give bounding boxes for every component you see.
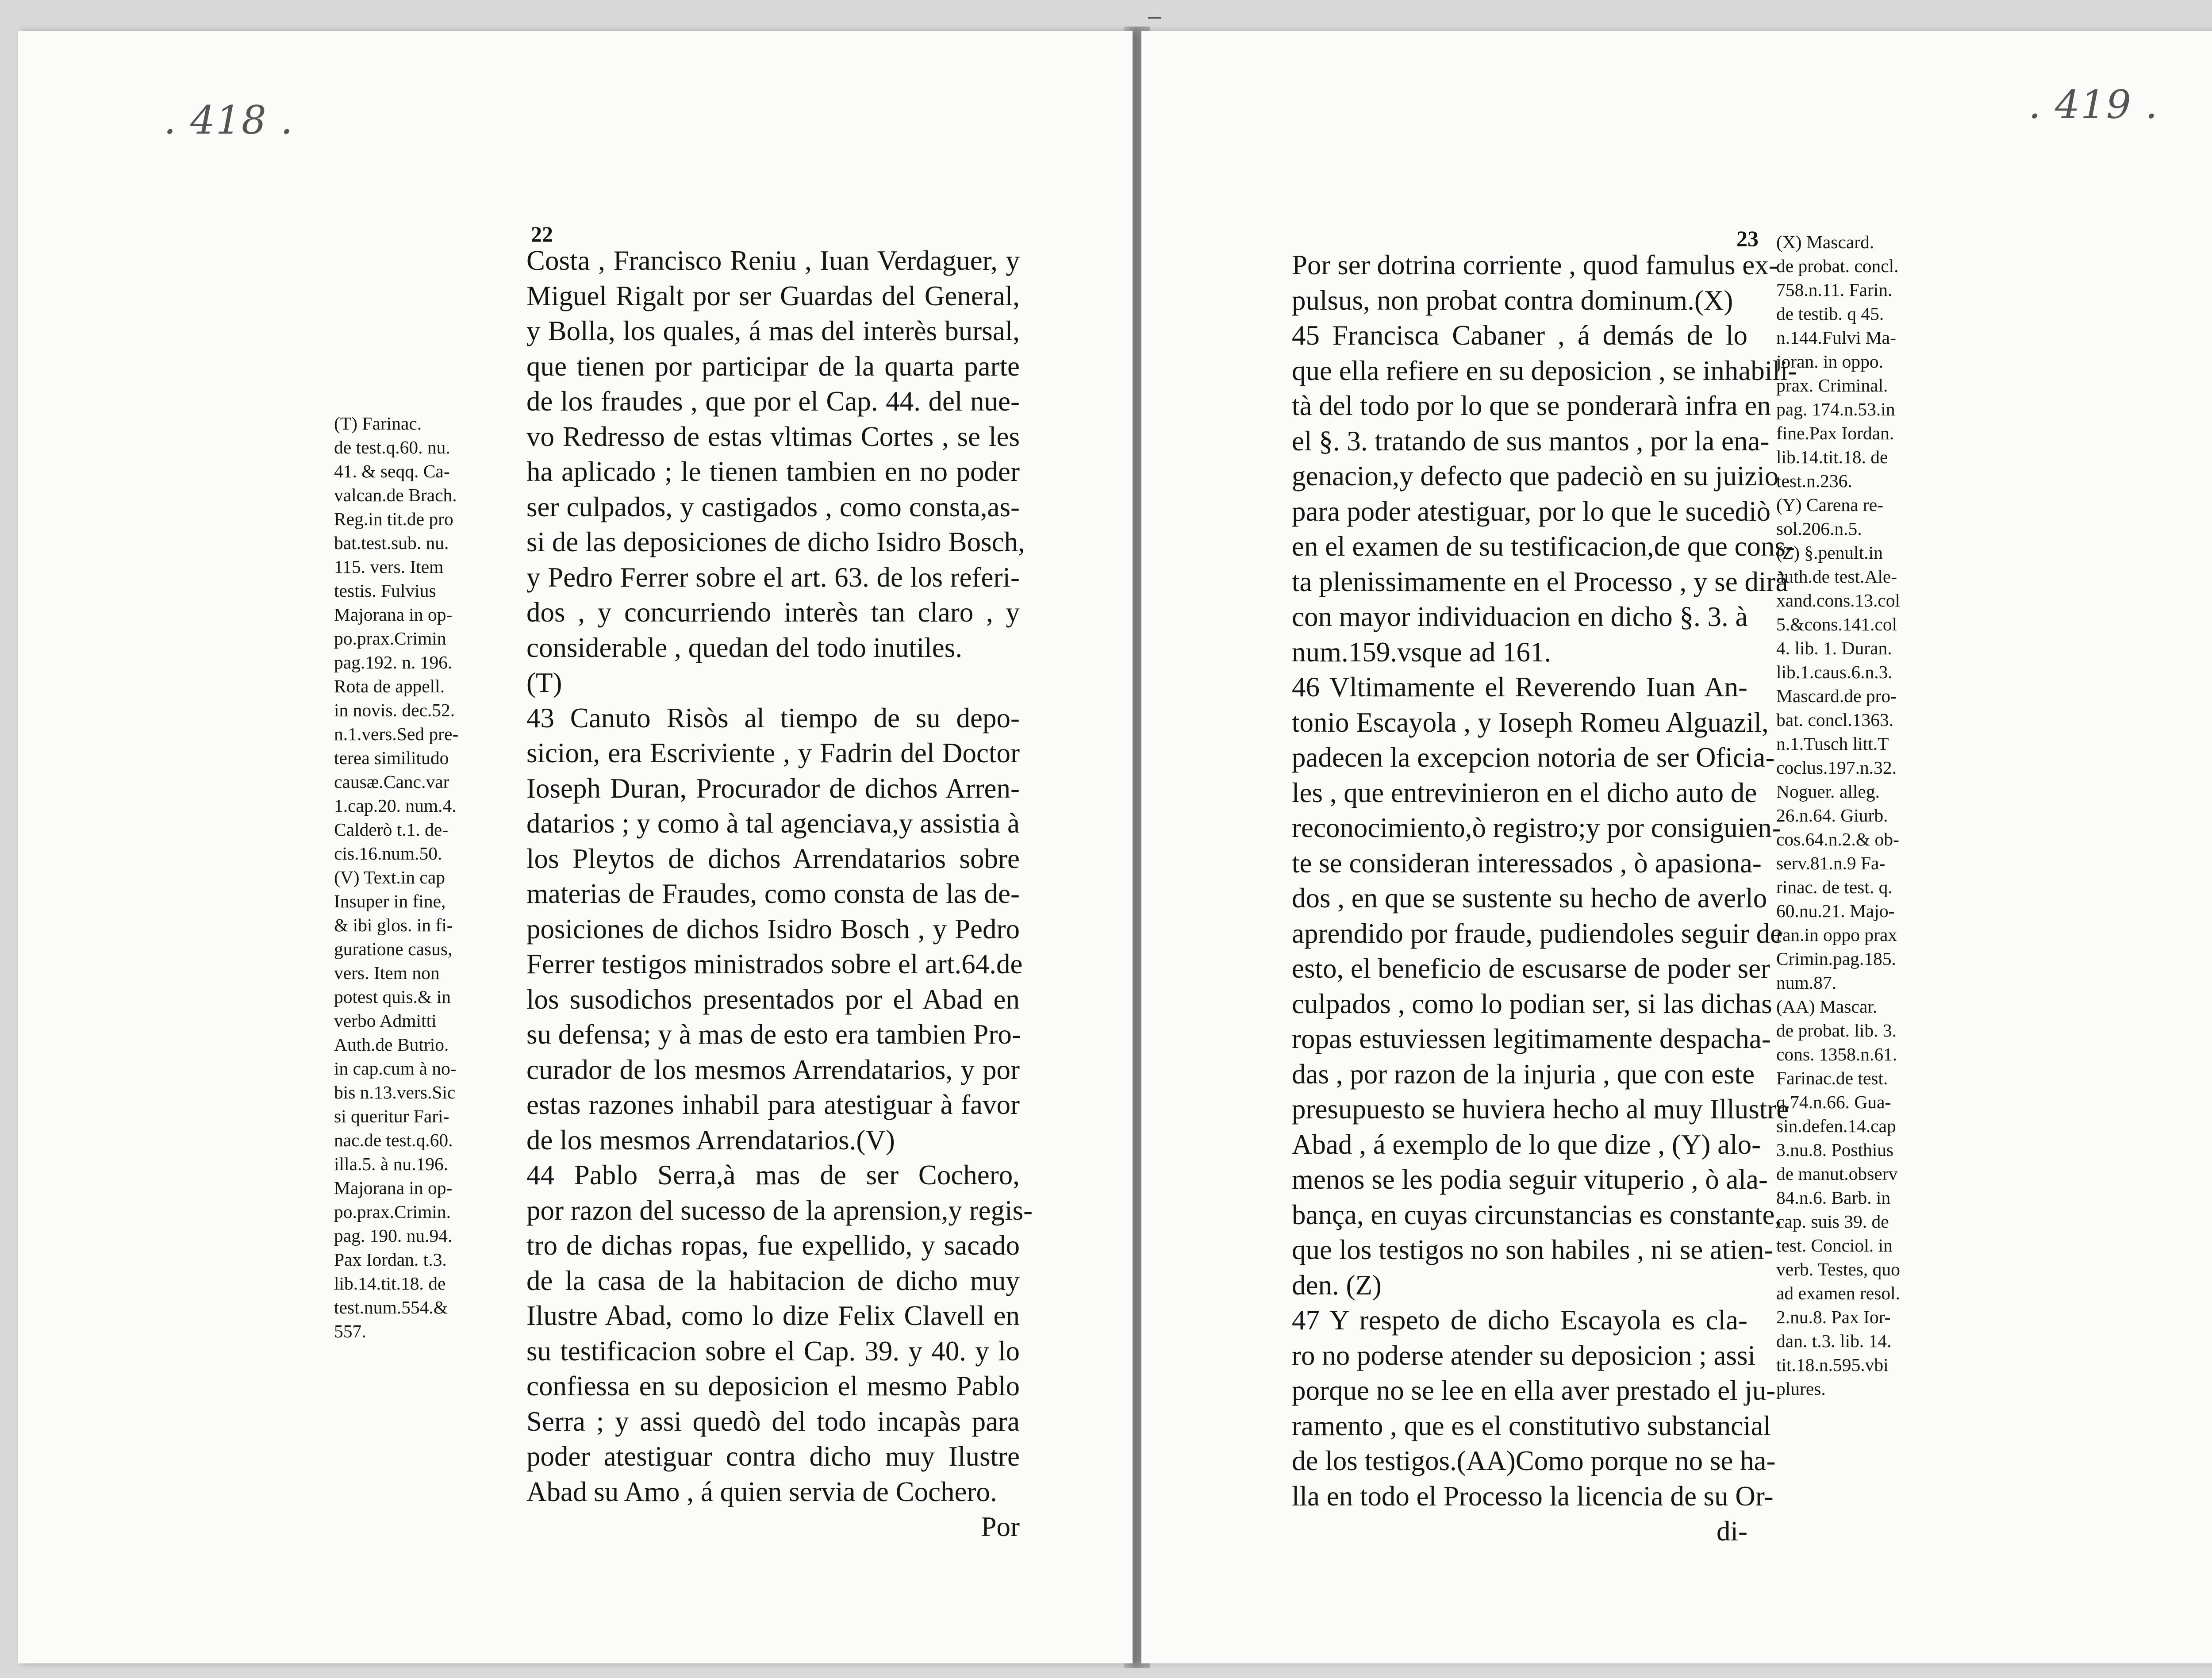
body-line: vo Redresso de estas vltimas Cortes , se les [526, 421, 1020, 452]
body-line: poder atestiguar contra dicho muy Ilustre [526, 1441, 1020, 1472]
margin-note-line: sin.defen.14.cap [1776, 1116, 1896, 1136]
margin-note-line: fine.Pax Iordan. [1776, 423, 1894, 443]
margin-note-line: Calderò t.1. de- [334, 819, 449, 840]
margin-note-line: pag. 190. nu.94. [334, 1225, 453, 1246]
body-line: Ioseph Duran, Procurador de dichos Arren- [526, 772, 1020, 804]
margin-note-line: 60.nu.21. Majo- [1776, 901, 1895, 921]
body-line: reconocimiento,ò registro;y por consiguien- [1292, 812, 1781, 843]
margin-note-line: lib.14.tit.18. de [1776, 447, 1888, 467]
body-line: de los mesmos Arrendatarios.(V) [526, 1124, 895, 1156]
margin-note-line: de probat. lib. 3. [1776, 1020, 1897, 1041]
right-page-number: 23 [1736, 226, 1759, 251]
body-line: que tienen por participar de la quarta parte [526, 350, 1020, 382]
margin-note-line: de testib. q 45. [1776, 303, 1884, 324]
margin-note-line: tit.18.n.595.vbi [1776, 1355, 1889, 1375]
margin-note-line: 557. [334, 1321, 366, 1341]
margin-note-line: lib.14.tit.18. de [334, 1273, 446, 1294]
margin-note-line: po.prax.Crimin [334, 628, 446, 649]
margin-note-line: rinac. de test. q. [1776, 877, 1893, 897]
body-line: pulsus, non probat contra dominum.(X) [1292, 284, 1733, 316]
body-line: de la casa de la habitacion de dicho muy [526, 1265, 1020, 1296]
right-margin-notes [1776, 230, 1971, 1401]
margin-note-line: 2.nu.8. Pax Ior- [1776, 1307, 1891, 1327]
margin-note-line: Majorana in op- [334, 1178, 453, 1198]
body-line: Abad , á exemplo de lo que dize , (Y) alo- [1292, 1129, 1761, 1160]
body-line: por razon del sucesso de la aprension,y regis- [526, 1194, 1033, 1226]
margin-note-line: lib.1.caus.6.n.3. [1776, 662, 1893, 682]
body-line: den. (Z) [1292, 1269, 1382, 1301]
margin-note-line: po.prax.Crimin. [334, 1202, 451, 1222]
margin-note-line: test. Conciol. in [1776, 1235, 1893, 1256]
body-line: presupuesto se huviera hecho al muy Illustre [1292, 1094, 1789, 1125]
margin-note-line: Pax Iordan. t.3. [334, 1249, 447, 1270]
body-line: los susodichos presentados por el Abad en [526, 983, 1020, 1015]
margin-note-line: 84.n.6. Barb. in [1776, 1187, 1891, 1208]
body-line: ro no poderse atender su deposicion ; assi [1292, 1340, 1755, 1371]
body-line: posiciones de dichos Isidro Bosch , y Pedro [526, 913, 1020, 945]
body-line: ser culpados, y castigados , como consta,as- [526, 491, 1020, 522]
body-line: padecen la excepcion notoria de ser Oficia- [1292, 742, 1775, 773]
body-line: Por [981, 1511, 1020, 1542]
margin-note-line: bis n.13.vers.Sic [334, 1082, 456, 1102]
margin-note-line: xand.cons.13.col [1776, 590, 1901, 611]
body-line: tonio Escayola , y Ioseph Romeu Alguazil, [1292, 707, 1769, 738]
margin-note-line: (X) Mascard. [1776, 232, 1874, 252]
margin-note-line: testis. Fulvius [334, 580, 436, 601]
left-page-number: 22 [531, 222, 553, 246]
body-line: Costa , Francisco Reniu , Iuan Verdaguer, y [526, 245, 1020, 276]
margin-note-line: de test.q.60. nu. [334, 437, 450, 457]
body-line: Abad su Amo , á quien servia de Cochero. [526, 1476, 997, 1507]
left-body-text [526, 243, 1033, 1545]
margin-note-line: n.144.Fulvi Ma- [1776, 327, 1896, 348]
margin-note-line: 758.n.11. Farin. [1776, 280, 1893, 300]
body-line: genacion,y defecto que padeciò en su juizio [1292, 461, 1779, 491]
body-line: su testificacion sobre el Cap. 39. y 40. y lo [526, 1335, 1020, 1367]
margin-note-line: si queritur Fari- [334, 1106, 449, 1126]
body-line: ha aplicado ; le tienen tambien en no poder [526, 456, 1020, 487]
margin-note-line: guratione casus, [334, 939, 453, 959]
margin-note-line: terea similitudo [334, 748, 449, 768]
margin-note-line: & ibi glos. in fi- [334, 915, 453, 935]
margin-note-line: ran.in oppo prax [1776, 925, 1897, 945]
body-line: considerable , quedan del todo inutiles. [526, 632, 962, 663]
body-line: bança, en cuyas circunstancias es constante, [1292, 1199, 1782, 1230]
body-line: estas razones inhabil para atestiguar à favor [526, 1089, 1020, 1120]
margin-note-line: prax. Criminal. [1776, 375, 1888, 396]
margin-note-line: Farinac.de test. [1776, 1068, 1888, 1088]
left-margin-notes [334, 411, 515, 1343]
margin-note-line: (Z) §.penult.in [1776, 542, 1883, 563]
margin-note-line: Insuper in fine, [334, 891, 446, 911]
margin-note-line: 5.&cons.141.col [1776, 614, 1897, 634]
margin-note-line: (Y) Carena re- [1776, 495, 1883, 515]
margin-note-line: pag.192. n. 196. [334, 652, 453, 672]
margin-note-line: cos.64.n.2.& ob- [1776, 829, 1899, 849]
body-line: aprendido por fraude, pudiendoles seguir de [1292, 918, 1783, 949]
margin-note-line: Crimin.pag.185. [1776, 948, 1896, 969]
margin-note-line: in novis. dec.52. [334, 700, 455, 720]
margin-note-line: num.87. [1776, 972, 1837, 993]
margin-note-line: coclus.197.n.32. [1776, 757, 1897, 778]
body-line: tà del todo por lo que se ponderarà infra en [1292, 390, 1771, 421]
body-line: te se consideran interessados , ò apasiona- [1292, 847, 1762, 879]
body-line: (T) [526, 667, 562, 698]
body-line: ramento , que es el constitutivo substancial [1292, 1410, 1771, 1441]
body-line: Ferrer testigos ministrados sobre el art.64.de [526, 948, 1023, 979]
margin-note-line: serv.81.n.9 Fa- [1776, 853, 1886, 873]
margin-note-line: verbo Admitti [334, 1010, 437, 1031]
margin-note-line: 41. & seqq. Ca- [334, 461, 450, 481]
body-line: Por ser dotrina corriente , quod famulus ex- [1292, 250, 1778, 280]
margin-note-line: ad examen resol. [1776, 1283, 1901, 1303]
margin-note-line: de manut.observ [1776, 1163, 1898, 1184]
body-line: confiessa en su deposicion el mesmo Pablo [526, 1371, 1020, 1402]
left-handwritten-folio: . 418 . [164, 97, 294, 143]
body-line: el §. 3. tratando de sus mantos , por la ena- [1292, 425, 1770, 457]
body-line: ropas estuviessen legitimamente despacha- [1292, 1023, 1771, 1054]
margin-note-line: potest quis.& in [334, 987, 451, 1007]
body-line: 45 Francisca Cabaner , á demás de lo [1292, 320, 1747, 351]
body-line: das , por razon de la injuria , que con este [1292, 1058, 1755, 1090]
margin-note-line: Reg.in tit.de pro [334, 509, 453, 529]
margin-note-line: (V) Text.in cap [334, 867, 445, 887]
margin-note-line: Noguer. alleg. [1776, 781, 1880, 802]
body-line: de los testigos.(AA)Como porque no se ha- [1292, 1445, 1776, 1476]
margin-note-line: 4. lib. 1. Duran. [1776, 638, 1892, 658]
margin-note-line: n.1.vers.Sed pre- [334, 724, 459, 744]
body-line: porque no se lee en ella aver prestado el ju- [1292, 1375, 1776, 1406]
body-line: Serra ; y assi quedò del todo incapàs para [526, 1405, 1020, 1437]
margin-note-line: (AA) Mascar. [1776, 996, 1878, 1017]
margin-note-line: de probat. concl. [1776, 256, 1899, 276]
body-line: sicion, era Escriviente , y Fadrin del Doctor [526, 737, 1020, 768]
margin-note-line: test.num.554.& [334, 1297, 448, 1317]
margin-note-line: 26.n.64. Giurb. [1776, 805, 1888, 826]
margin-note-line: cis.16.num.50. [334, 843, 442, 864]
body-line: tro de dichas ropas, fue expellido, y sacado [526, 1230, 1020, 1261]
margin-note-line: cap. suis 39. de [1776, 1211, 1889, 1232]
body-line: esto, el beneficio de escusarse de poder ser [1292, 953, 1770, 984]
margin-note-line: sol.206.n.5. [1776, 518, 1862, 539]
margin-note-line: causæ.Canc.var [334, 772, 449, 792]
margin-note-line: 115. vers. Item [334, 557, 444, 577]
body-line: 47 Y respeto de dicho Escayola es cla- [1292, 1305, 1747, 1336]
body-line: ta plenissimamente en el Processo , y se dirà [1292, 566, 1788, 597]
body-line: Ilustre Abad, como lo dize Felix Clavell en [526, 1300, 1020, 1331]
margin-note-line: (T) Farinac. [334, 413, 422, 434]
body-line: que ella refiere en su deposicion , se inhabili- [1292, 355, 1797, 386]
body-line: 46 Vltimamente el Reverendo Iuan An- [1292, 672, 1747, 703]
body-line: 44 Pablo Serra,à mas de ser Cochero, [526, 1160, 1020, 1190]
body-line: materias de Fraudes, como consta de las de- [526, 878, 1020, 909]
left-page [18, 31, 1133, 1663]
body-line: si de las deposiciones de dicho Isidro Bosch, [526, 526, 1025, 557]
margin-note-line: 1.cap.20. num.4. [334, 795, 457, 816]
body-line: les , que entrevinieron en el dicho auto de [1292, 777, 1757, 808]
body-line: y Bolla, los quales, á mas del interès bursal, [526, 315, 1020, 346]
body-line: Miguel Rigalt por ser Guardas del General, [526, 280, 1020, 311]
margin-note-line: in cap.cum à no- [334, 1058, 457, 1079]
body-line: di- [1717, 1516, 1747, 1547]
margin-note-line: Auth.de Butrio. [334, 1034, 449, 1055]
margin-note-line: test.n.236. [1776, 471, 1852, 491]
body-line: dos , en que se sustente su hecho de averlo [1292, 883, 1767, 914]
margin-note-line: n.1.Tusch litt.T [1776, 733, 1889, 754]
right-handwritten-folio: . 419 . [2028, 82, 2158, 127]
margin-note-line: pag. 174.n.53.in [1776, 399, 1895, 419]
margin-note-line: auth.de test.Ale- [1776, 566, 1897, 587]
body-line: y Pedro Ferrer sobre el art. 63. de los referi- [526, 561, 1020, 593]
body-line: num.159.vsque ad 161. [1292, 636, 1551, 668]
body-line: su defensa; y à mas de esto era tambien Pro- [526, 1019, 1021, 1050]
body-line: 43 Canuto Risòs al tiempo de su depo- [526, 702, 1020, 733]
body-line: lla en todo el Processo la licencia de su Or- [1292, 1480, 1774, 1512]
body-line: que los testigos no son habiles , ni se atien- [1292, 1234, 1774, 1265]
margin-note-line: bat.test.sub. nu. [334, 533, 449, 553]
margin-note-line: 3.nu.8. Posthius [1776, 1140, 1894, 1160]
margin-note-line: Mascard.de pro- [1776, 686, 1897, 706]
margin-note-line: q.74.n.66. Gua- [1776, 1092, 1891, 1112]
body-line: con mayor individuacion en dicho §. 3. à [1292, 601, 1748, 632]
body-line: de los fraudes , que por el Cap. 44. del nue- [526, 386, 1020, 417]
margin-note-line: plures. [1776, 1378, 1826, 1399]
margin-note-line: dan. t.3. lib. 14. [1776, 1331, 1892, 1351]
body-line: para poder atestiguar, por lo que le sucediò [1292, 495, 1771, 527]
body-line: culpados , como lo podian ser, si las dichas [1292, 988, 1772, 1019]
margin-note-line: nac.de test.q.60. [334, 1130, 453, 1150]
body-line: dos , y concurriendo interès tan claro , y [526, 597, 1020, 628]
right-body-text [1292, 248, 1797, 1549]
body-line: datarios ; y como à tal agenciava,y assistia à [526, 808, 1020, 839]
page-edge-mark [1148, 17, 1161, 19]
margin-note-line: valcan.de Brach. [334, 485, 457, 505]
body-line: menos se les podia seguir vituperio , ò ala- [1292, 1164, 1768, 1195]
margin-note-line: Rota de appell. [334, 676, 445, 696]
right-page [1141, 31, 2212, 1663]
margin-note-line: cons. 1358.n.61. [1776, 1044, 1897, 1064]
margin-note-line: joran. in oppo. [1776, 351, 1884, 372]
margin-note-line: illa.5. à nu.196. [334, 1154, 449, 1174]
body-line: curador de los mesmos Arrendatarios, y por [526, 1054, 1020, 1085]
margin-note-line: vers. Item non [334, 963, 440, 983]
body-line: los Pleytos de dichos Arrendatarios sobre [526, 843, 1020, 874]
body-line: en el examen de su testificacion,de que cons- [1292, 531, 1795, 562]
margin-note-line: bat. concl.1363. [1776, 710, 1894, 730]
margin-note-line: Majorana in op- [334, 604, 453, 625]
margin-note-line: verb. Testes, quo [1776, 1259, 1900, 1279]
